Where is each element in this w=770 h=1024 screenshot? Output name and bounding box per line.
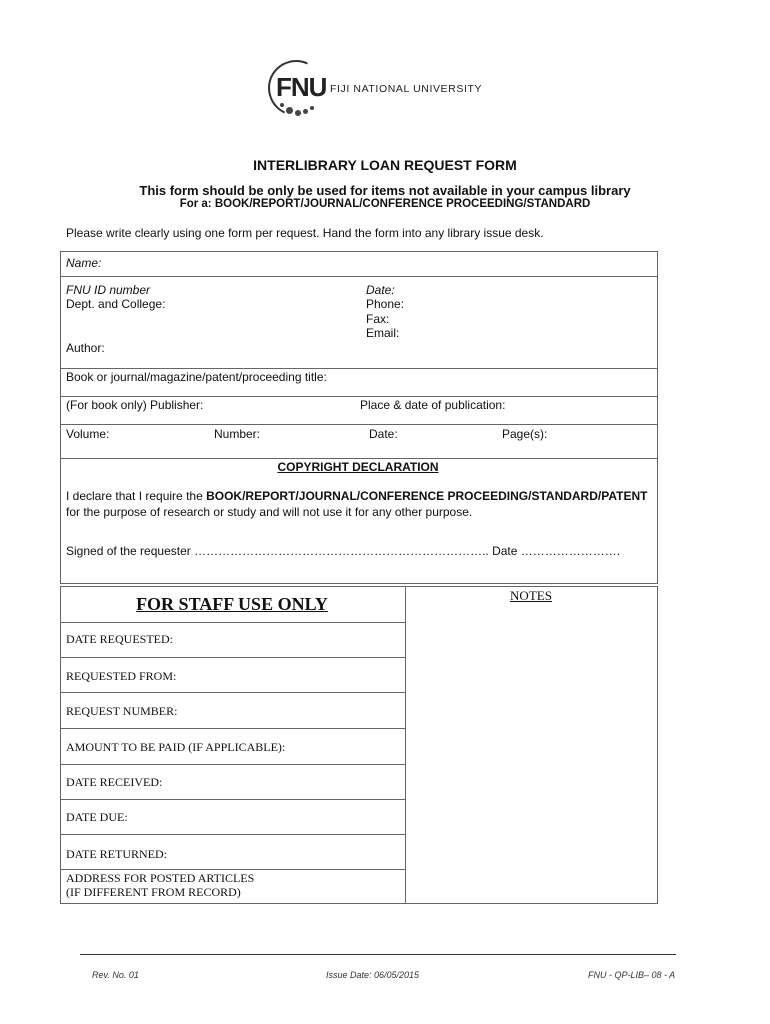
address-field-line1[interactable]: ADDRESS FOR POSTED ARTICLES bbox=[66, 871, 255, 885]
form-title: INTERLIBRARY LOAN REQUEST FORM bbox=[253, 157, 517, 173]
pages-field[interactable]: Page(s): bbox=[502, 427, 548, 441]
copyright-heading: COPYRIGHT DECLARATION bbox=[277, 460, 439, 474]
issue-date: Issue Date: 06/05/2015 bbox=[326, 970, 420, 980]
declaration-text: I declare that I require the bbox=[66, 489, 207, 503]
divider bbox=[61, 764, 405, 765]
requested-from-field[interactable]: REQUESTED FROM: bbox=[66, 669, 177, 683]
form-subtitle: This form should be only be used for items not available in your campus library bbox=[139, 183, 631, 198]
address-field-line2: (IF DIFFERENT FROM RECORD) bbox=[66, 885, 241, 899]
date-due-field[interactable]: DATE DUE: bbox=[66, 810, 128, 824]
title-field[interactable]: Book or journal/magazine/patent/proceeding title: bbox=[66, 370, 327, 384]
issue-date-field[interactable]: Date: bbox=[369, 427, 398, 441]
date-field[interactable]: Date: bbox=[366, 283, 395, 297]
divider bbox=[61, 834, 405, 835]
declaration-purpose: for the purpose of research or study and will not use it for any other purpose. bbox=[66, 505, 473, 519]
notes-area[interactable] bbox=[406, 606, 656, 902]
request-number-field[interactable]: REQUEST NUMBER: bbox=[66, 704, 178, 718]
name-field[interactable]: Name: bbox=[66, 256, 102, 270]
university-logo bbox=[268, 58, 483, 120]
divider bbox=[61, 424, 657, 425]
document-code: FNU - QP-LIB– 08 - A bbox=[588, 970, 676, 980]
amount-field[interactable]: AMOUNT TO BE PAID (IF APPLICABLE): bbox=[66, 740, 286, 754]
divider bbox=[61, 692, 405, 693]
footer-divider bbox=[80, 954, 676, 955]
date-returned-field[interactable]: DATE RETURNED: bbox=[66, 847, 167, 861]
divider bbox=[61, 728, 405, 729]
fnu-id-field[interactable]: FNU ID number bbox=[66, 283, 151, 297]
copyright-declaration bbox=[66, 488, 651, 520]
fax-field[interactable]: Fax: bbox=[366, 312, 390, 326]
email-field[interactable]: Email: bbox=[366, 326, 400, 340]
staff-use-heading: FOR STAFF USE ONLY bbox=[136, 594, 328, 614]
divider bbox=[61, 396, 657, 397]
number-field[interactable]: Number: bbox=[214, 427, 261, 441]
divider bbox=[61, 368, 657, 369]
divider bbox=[61, 458, 657, 459]
phone-field[interactable]: Phone: bbox=[366, 297, 405, 311]
declaration-items: BOOK/REPORT/JOURNAL/CONFERENCE PROCEEDING/STANDARD/PATENT bbox=[206, 489, 648, 503]
divider bbox=[61, 799, 405, 800]
signature-line[interactable]: Signed of the requester ……………………………………………………………….. Date ……………………. bbox=[66, 544, 621, 558]
dept-college-field[interactable]: Dept. and College: bbox=[66, 297, 166, 311]
form-for-line: For a: BOOK/REPORT/JOURNAL/CONFERENCE PROCEEDING/STANDARD bbox=[179, 198, 591, 210]
place-date-field[interactable]: Place & date of publication: bbox=[360, 398, 506, 412]
date-received-field[interactable]: DATE RECEIVED: bbox=[66, 775, 163, 789]
divider bbox=[61, 276, 657, 277]
notes-heading: NOTES bbox=[510, 588, 552, 603]
divider bbox=[61, 869, 405, 870]
revision-number: Rev. No. 01 bbox=[92, 970, 139, 980]
logo-dots-icon bbox=[284, 105, 324, 119]
divider bbox=[61, 657, 405, 658]
university-name: FIJI NATIONAL UNIVERSITY bbox=[330, 83, 483, 95]
divider bbox=[61, 622, 405, 623]
volume-field[interactable]: Volume: bbox=[66, 427, 110, 441]
logo-mark: FNU bbox=[276, 72, 327, 102]
date-requested-field[interactable]: DATE REQUESTED: bbox=[66, 632, 173, 646]
author-field[interactable]: Author: bbox=[66, 341, 105, 355]
publisher-field[interactable]: (For book only) Publisher: bbox=[66, 398, 204, 412]
instructions: Please write clearly using one form per request. Hand the form into any library issue desk. bbox=[66, 226, 544, 240]
